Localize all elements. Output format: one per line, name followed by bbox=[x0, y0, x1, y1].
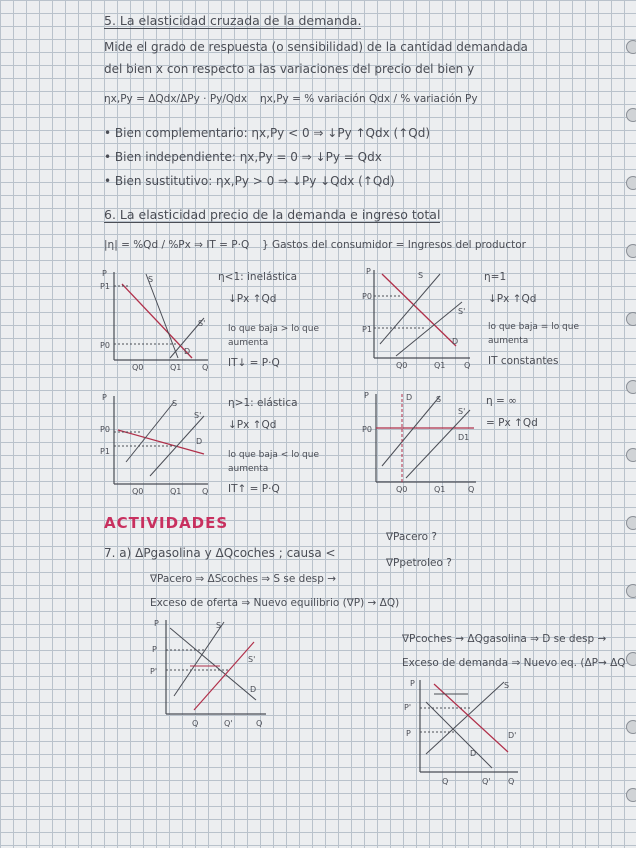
axis-p: P bbox=[364, 391, 369, 400]
label-p1: P1 bbox=[100, 282, 110, 291]
case4-l1: = Px ↑Qd bbox=[486, 417, 538, 429]
axis-q: Q bbox=[508, 777, 515, 786]
section6-formula-note: } Gastos del consumidor = Ingresos del productor bbox=[262, 239, 526, 251]
case3-l3: IT↑ = P·Q bbox=[228, 483, 280, 495]
label-q1: Q1 bbox=[434, 361, 446, 370]
label-p-prime: P' bbox=[150, 667, 158, 676]
label-q: Q bbox=[442, 777, 449, 786]
axis-q: Q bbox=[468, 485, 475, 494]
label-q: Q bbox=[192, 719, 199, 728]
axis-q: Q bbox=[256, 719, 263, 728]
axis-p: P bbox=[410, 679, 415, 688]
curve-d: D bbox=[250, 685, 257, 694]
curve-s-prime: S' bbox=[458, 407, 466, 416]
graph-perfectamente-elastica bbox=[362, 390, 482, 496]
graph-actividad-demanda bbox=[404, 676, 522, 788]
graph-elastica bbox=[100, 392, 212, 498]
case2-title: η=1 bbox=[484, 271, 507, 283]
graph-inelastica bbox=[100, 268, 212, 372]
curve-d: D bbox=[470, 749, 477, 758]
case4-title: η = ∞ bbox=[486, 395, 517, 407]
label-q-prime: Q' bbox=[224, 719, 233, 728]
axis-q: Q bbox=[202, 487, 209, 496]
axis-q: Q bbox=[202, 363, 209, 372]
q7-text: 7. a) ΔPgasolina y ΔQcoches ; causa < bbox=[104, 546, 336, 560]
curve-s: S bbox=[172, 399, 178, 408]
axis-p: P bbox=[102, 269, 107, 278]
curve-d: D bbox=[184, 347, 191, 356]
curve-s-prime: S' bbox=[194, 411, 202, 420]
label-p0: P0 bbox=[362, 425, 372, 434]
case3-l2: lo que baja < lo que aumenta bbox=[228, 450, 320, 474]
label-q-prime: Q' bbox=[482, 777, 491, 786]
bullet-independiente: • Bien independiente: ηx,Py = 0 ⇒ ↓Py = Qdx bbox=[104, 150, 382, 164]
case3-l1: ↓Px ↑Qd bbox=[228, 419, 277, 431]
curve-s-prime: S' bbox=[198, 319, 206, 328]
notebook-spiral bbox=[620, 0, 636, 848]
curve-d1: D1 bbox=[458, 433, 470, 442]
label-q1: Q1 bbox=[170, 487, 182, 496]
label-p1: P1 bbox=[362, 325, 372, 334]
section5-line1: Mide el grado de respuesta (o sensibilidad) de la cantidad demandada bbox=[104, 40, 528, 54]
curve-d-prime: D' bbox=[508, 731, 517, 740]
curve-s: S bbox=[436, 395, 442, 404]
section5-line2: del bien x con respecto a las variaciones del precio del bien y bbox=[104, 62, 475, 76]
label-q0: Q0 bbox=[396, 485, 408, 494]
section5-formula-right: ηx,Py = % variación Qdx / % variación Py bbox=[260, 93, 478, 105]
graph-actividad-oferta bbox=[150, 616, 270, 728]
section6-title: 6. La elasticidad precio de la demanda e ingreso total bbox=[104, 207, 441, 222]
curve-s: S bbox=[418, 271, 424, 280]
section6-formula: |η| = %Qd / %Px ⇒ IT = P·Q bbox=[104, 239, 250, 251]
label-q1: Q1 bbox=[434, 485, 446, 494]
curve-s-prime: S' bbox=[248, 655, 256, 664]
curve-d: D bbox=[196, 437, 203, 446]
case1-l3: IT↓ = P·Q bbox=[228, 357, 280, 369]
label-q1: Q1 bbox=[170, 363, 182, 372]
label-p1: P1 bbox=[100, 447, 110, 456]
case2-l3: IT constantes bbox=[488, 355, 559, 367]
right-chain-1: ∇Pcoches → ΔQgasolina ⇒ D se desp → bbox=[402, 633, 607, 645]
label-p0: P0 bbox=[362, 292, 372, 301]
cause-acero: ∇Pacero ? bbox=[386, 531, 437, 543]
case1-l2: lo que baja > lo que aumenta bbox=[228, 324, 320, 348]
axis-p: P bbox=[102, 393, 107, 402]
case1-l1: ↓Px ↑Qd bbox=[228, 293, 277, 305]
left-chain-1: ∇Pacero ⇒ ΔScoches ⇒ S se desp → bbox=[150, 573, 337, 585]
axis-q: Q bbox=[464, 361, 471, 370]
left-chain-2: Exceso de oferta ⇒ Nuevo equilibrio (∇P) → ΔQ) bbox=[150, 597, 400, 609]
label-p: P bbox=[152, 645, 157, 654]
label-q0: Q0 bbox=[396, 361, 408, 370]
curve-s: S bbox=[148, 275, 154, 284]
label-q0: Q0 bbox=[132, 363, 144, 372]
bullet-sustitutivo: • Bien sustitutivo: ηx,Py > 0 ⇒ ↓Py ↓Qdx (↑Qd) bbox=[104, 174, 395, 188]
section5-title: 5. La elasticidad cruzada de la demanda. bbox=[104, 13, 362, 28]
label-p0: P0 bbox=[100, 341, 110, 350]
graph-unitaria bbox=[356, 266, 474, 370]
curve-s-prime: S' bbox=[458, 307, 466, 316]
curve-s: S bbox=[504, 681, 510, 690]
label-p0: P0 bbox=[100, 425, 110, 434]
curve-d: D bbox=[452, 337, 459, 346]
case2-l1: ↓Px ↑Qd bbox=[488, 293, 537, 305]
axis-p: P bbox=[366, 267, 371, 276]
bullet-complementario: • Bien complementario: ηx,Py < 0 ⇒ ↓Py ↑Qdx (↑Qd) bbox=[104, 126, 431, 140]
cause-petroleo: ∇Ppetroleo ? bbox=[386, 557, 452, 569]
case1-title: η<1: inelástica bbox=[218, 271, 298, 283]
activities-title: ACTIVIDADES bbox=[104, 514, 229, 532]
case2-l2: lo que baja = lo que aumenta bbox=[488, 322, 580, 346]
curve-s: S bbox=[216, 621, 222, 630]
section5-formula-left: ηx,Py = ΔQdx/ΔPy · Py/Qdx bbox=[104, 93, 248, 105]
curve-d: D bbox=[406, 393, 413, 402]
right-chain-2: Exceso de demanda ⇒ Nuevo eq. (ΔP→ ΔQ bbox=[402, 657, 626, 669]
label-q0: Q0 bbox=[132, 487, 144, 496]
case3-title: η>1: elástica bbox=[228, 397, 298, 409]
axis-p: P bbox=[154, 619, 159, 628]
label-p: P bbox=[406, 729, 411, 738]
label-p-prime: P' bbox=[404, 703, 412, 712]
